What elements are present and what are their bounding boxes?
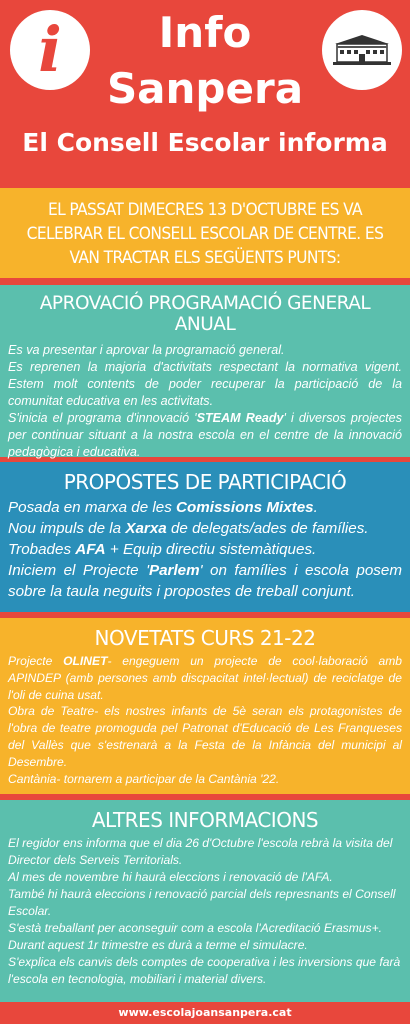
page-title-line-1: Info — [158, 8, 252, 57]
paragraph: Es va presentar i aprovar la programació general. — [8, 343, 285, 357]
paragraph — [8, 653, 402, 703]
header-banner — [0, 0, 410, 185]
highlight-text: OLINET — [63, 654, 108, 668]
intro-panel — [0, 188, 410, 278]
highlight-text: Comissions Mixtes — [176, 499, 314, 516]
school-building-logo-icon — [331, 32, 393, 68]
text-span: Nou impuls de la — [8, 520, 126, 537]
section-participacio — [0, 462, 410, 612]
text-span: S'inicia el programa d'innovació ' — [8, 411, 197, 425]
paragraph — [8, 560, 402, 602]
highlight-text: Parlem — [148, 562, 200, 579]
paragraph — [8, 410, 402, 461]
highlight-text: STEAM Ready — [196, 411, 284, 425]
text-span: + Equip directiu sistemàtiques. — [105, 541, 317, 558]
paragraph: Cantània- tornarem a participar de la Cantània '22. — [8, 771, 280, 786]
page-subtitle: El Consell Escolar informa — [22, 128, 388, 157]
school-logo — [322, 10, 402, 90]
paragraph — [8, 497, 402, 518]
text-span: Trobades — [8, 541, 76, 558]
footer-url[interactable]: www.escolajoansanpera.cat — [0, 1002, 410, 1024]
text-span: . — [313, 499, 318, 516]
info-icon: i — [38, 13, 62, 86]
section-title: APROVACIÓ PROGRAMACIÓ GENERAL ANUAL — [39, 293, 371, 335]
text-span: ' on famílies i escola posem sobre la taula neguits i propostes de treball conjunt. — [8, 562, 402, 600]
section-programacio — [0, 285, 410, 457]
paragraph: El regidor ens informa que el dia 26 d'Octubre l'escola rebrà la visita del Director dels Serveis Territorials. — [8, 836, 393, 867]
page-title-line-2: Sanpera — [106, 64, 304, 113]
text-span: Projecte — [8, 654, 64, 668]
paragraph: S'explica els canvis dels comptes de cooperativa i les inversions que farà l'escola en tecnologia, mobiliari i material divers. — [8, 955, 401, 986]
intro-text: EL PASSAT DIMECRES 13 D'OCTUBRE ES VA CELEBRAR EL CONSELL ESCOLAR DE CENTRE. ES VAN TRACTAR ELS SEGÜENTS PUNTS: — [26, 200, 384, 268]
section-altres — [0, 800, 410, 1002]
highlight-text: AFA — [75, 541, 106, 558]
section-title: NOVETATS CURS 21-22 — [94, 626, 316, 650]
text-span: Iniciem el Projecte ' — [8, 562, 149, 579]
section-body — [8, 835, 402, 988]
paragraph: S'està treballant per aconseguir com a escola l'Acreditació Erasmus+. — [8, 921, 382, 935]
paragraph: Al mes de novembre hi haurà eleccions i renovació de l'AFA. — [8, 870, 333, 884]
paragraph — [8, 539, 402, 560]
section-novetats — [0, 618, 410, 794]
paragraph: Es reprenen la majoria d'activitats respectant la normativa vigent. Estem molt contents de poder recuperar la participació de la comunitat educativa en les activitats. — [8, 360, 402, 408]
text-span: Posada en marxa de les — [8, 499, 177, 516]
section-title: PROPOSTES DE PARTICIPACIÓ — [63, 470, 347, 494]
section-body — [8, 342, 402, 461]
paragraph: Durant aquest 1r trimestre es durà a terme el simulacre. — [8, 938, 308, 952]
section-body — [8, 497, 402, 602]
section-title: ALTRES INFORMACIONS — [91, 808, 319, 832]
highlight-text: Xarxa — [125, 520, 167, 537]
section-body — [8, 653, 402, 787]
paragraph — [8, 518, 402, 539]
text-span: - engeguem un projecte de cool·laboració amb APINDEP (amb persones amb discpacitat intel·lectual) de reciclatge de l'oli de cuina usat. — [8, 654, 402, 702]
paragraph: Obra de Teatre- els nostres infants de 5è seran els protagonistes de l'obra de teatre promoguda pel Patronat d'Educació de Les Franqueses del Vallès que s'estrenarà a la Festa de la Infància del municipi al Desembre. — [8, 704, 402, 769]
text-span: de delegats/ades de famílies. — [166, 520, 369, 537]
text-span: ' i diversos projectes per continuar situant a la nostra escola en el centre de la innovació pedagògica i educativa. — [8, 411, 402, 459]
paragraph: També hi haurà eleccions i renovació parcial dels represnants el Consell Escolar. — [8, 887, 396, 918]
